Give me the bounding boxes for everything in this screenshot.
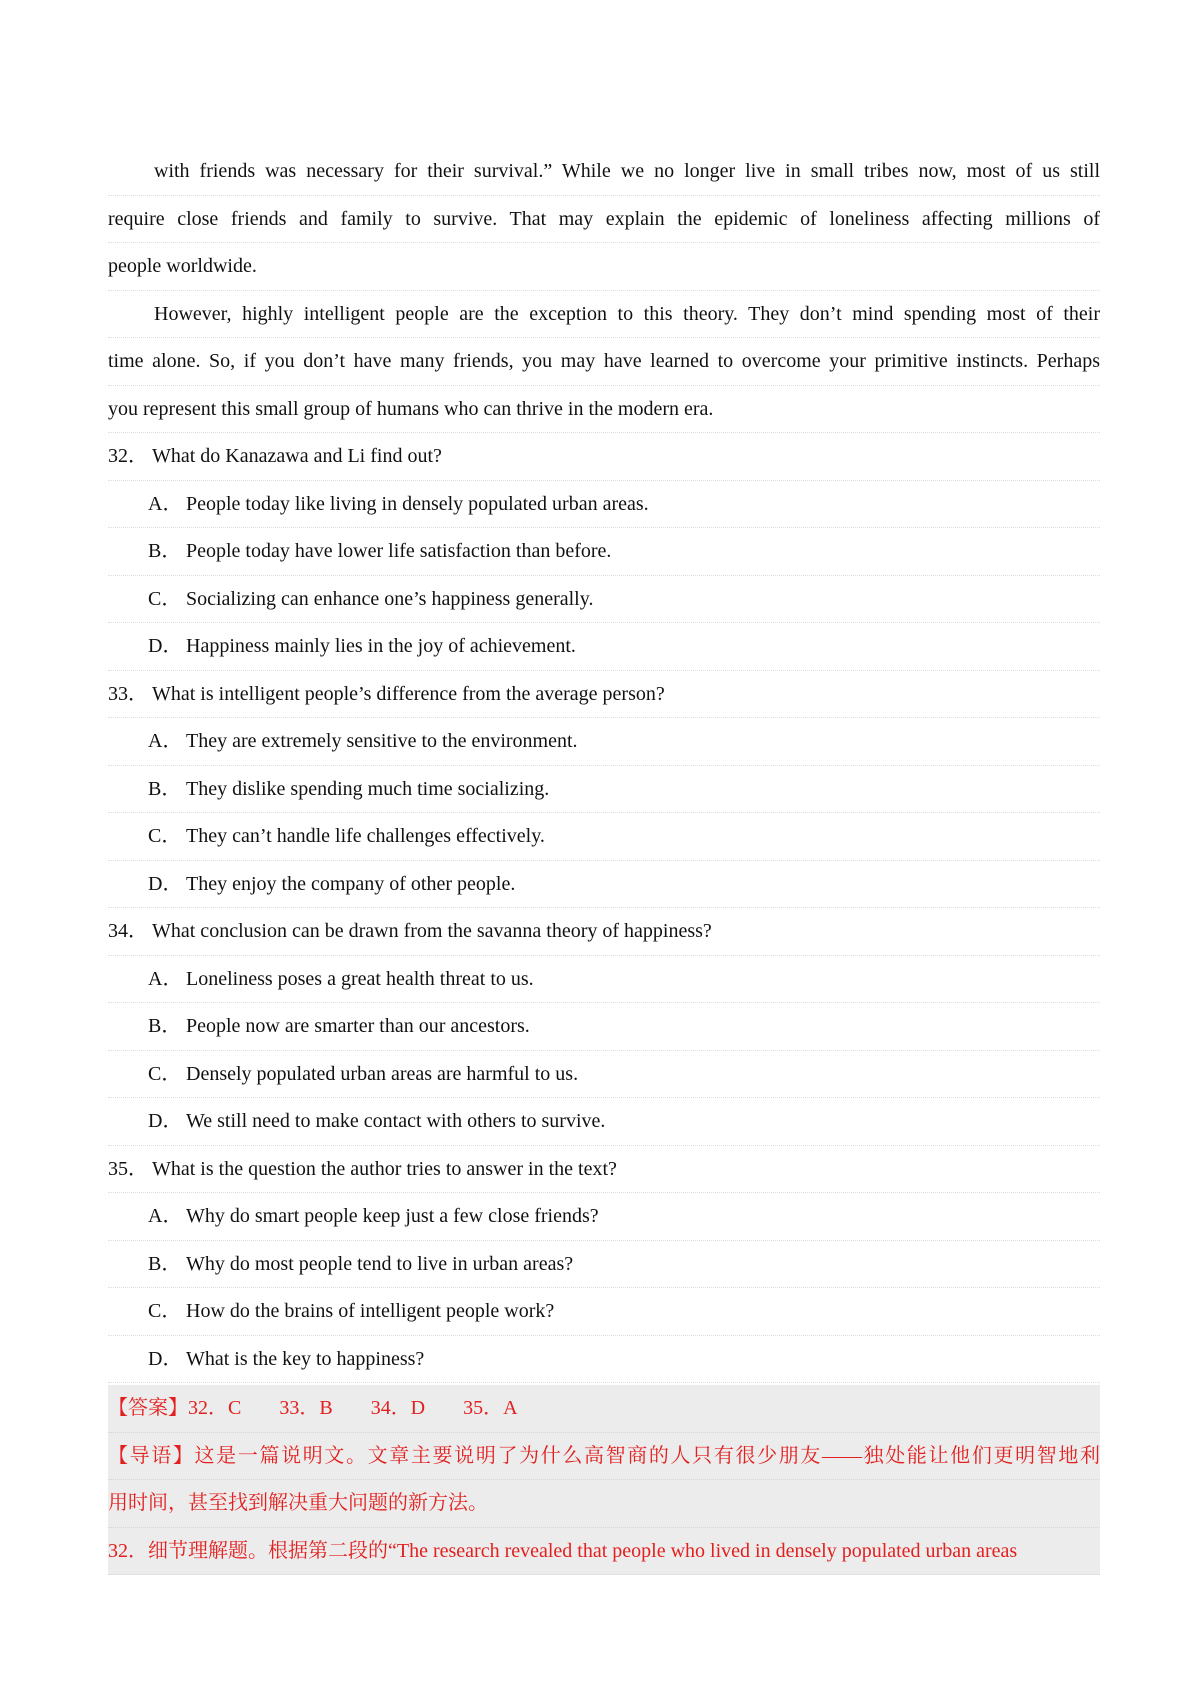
option-d bbox=[108, 623, 1100, 671]
question-text: What is the question the author tries to answer in the text? bbox=[152, 1157, 617, 1180]
option-letter: B． bbox=[148, 540, 182, 562]
question-text: What do Kanazawa and Li find out? bbox=[152, 445, 442, 467]
option-a bbox=[108, 1193, 1100, 1241]
answer-item: 32．C bbox=[188, 1397, 242, 1419]
option-text: People today have lower life satisfaction than before. bbox=[186, 540, 612, 562]
question-34 bbox=[108, 908, 1100, 956]
option-letter: D． bbox=[148, 1347, 183, 1370]
answer-explanation-block bbox=[108, 1385, 1100, 1575]
question-35 bbox=[108, 1146, 1100, 1194]
question-number: 34． bbox=[108, 920, 148, 942]
option-a bbox=[108, 956, 1100, 1004]
passage-line: time alone. So, if you don’t have many friends, you may have learned to overcome your primitive instincts. Perhaps bbox=[108, 338, 1100, 386]
option-letter: D． bbox=[148, 872, 183, 895]
option-c bbox=[108, 813, 1100, 861]
option-letter: C． bbox=[148, 1062, 182, 1085]
option-letter: C． bbox=[148, 1300, 182, 1322]
question-32 bbox=[108, 433, 1100, 481]
option-text: People now are smarter than our ancestors. bbox=[186, 1015, 530, 1037]
question-number: 32． bbox=[108, 445, 148, 467]
question-number: 33． bbox=[108, 682, 148, 705]
guide-label: 【导语】 bbox=[108, 1444, 195, 1467]
passage-line: people worldwide. bbox=[108, 243, 1100, 291]
option-d bbox=[108, 861, 1100, 909]
option-letter: A． bbox=[148, 730, 183, 752]
option-text: They dislike spending much time socializing. bbox=[186, 777, 550, 800]
answer-item: 35．A bbox=[463, 1397, 518, 1419]
option-letter: B． bbox=[148, 1015, 182, 1037]
passage-line: require close friends and family to survive. That may explain the epidemic of loneliness affecting millions of bbox=[108, 196, 1100, 244]
option-d bbox=[108, 1336, 1100, 1384]
option-a bbox=[108, 718, 1100, 766]
answer-line bbox=[108, 1385, 1100, 1433]
option-text: They can’t handle life challenges effectively. bbox=[186, 825, 545, 847]
option-text: People today like living in densely populated urban areas. bbox=[186, 492, 649, 515]
answer-item: 34．D bbox=[370, 1397, 426, 1419]
option-letter: B． bbox=[148, 777, 182, 800]
option-letter: A． bbox=[148, 967, 183, 990]
question-text: What is intelligent people’s difference from the average person? bbox=[152, 682, 665, 705]
option-text: Densely populated urban areas are harmful to us. bbox=[186, 1062, 579, 1085]
option-d bbox=[108, 1098, 1100, 1146]
option-letter: A． bbox=[148, 1205, 183, 1227]
option-text: How do the brains of intelligent people work? bbox=[186, 1300, 555, 1322]
option-text: They are extremely sensitive to the environment. bbox=[186, 730, 578, 752]
passage-line: However, highly intelligent people are the exception to this theory. They don’t mind spending most of their bbox=[108, 291, 1100, 339]
option-letter: A． bbox=[148, 492, 183, 515]
option-letter: B． bbox=[148, 1252, 182, 1275]
option-text: Socializing can enhance one’s happiness generally. bbox=[186, 587, 594, 610]
option-text: Why do smart people keep just a few close friends? bbox=[186, 1205, 599, 1227]
guide-text: 这是一篇说明文。文章主要说明了为什么高智商的人只有很少朋友——独处能让他们更明智地利 bbox=[194, 1444, 1100, 1467]
question-33 bbox=[108, 671, 1100, 719]
option-b bbox=[108, 1003, 1100, 1051]
option-letter: C． bbox=[148, 587, 182, 610]
guide-line: 用时间，甚至找到解决重大问题的新方法。 bbox=[108, 1480, 1100, 1528]
answer-item: 33．B bbox=[279, 1397, 333, 1419]
question-number: 35． bbox=[108, 1157, 148, 1180]
option-letter: C． bbox=[148, 825, 182, 847]
option-text: We still need to make contact with others to survive. bbox=[186, 1110, 606, 1132]
content-column bbox=[108, 148, 1100, 1575]
option-text: They enjoy the company of other people. bbox=[186, 872, 516, 895]
option-b bbox=[108, 766, 1100, 814]
option-c bbox=[108, 576, 1100, 624]
explanation-line: 32．细节理解题。根据第二段的“The research revealed that people who lived in densely populated urban areas bbox=[108, 1528, 1100, 1576]
option-b bbox=[108, 1241, 1100, 1289]
answer-label: 【答案】 bbox=[108, 1397, 188, 1419]
option-b bbox=[108, 528, 1100, 576]
option-a bbox=[108, 481, 1100, 529]
guide-line bbox=[108, 1433, 1100, 1481]
question-text: What conclusion can be drawn from the savanna theory of happiness? bbox=[152, 920, 712, 942]
option-text: What is the key to happiness? bbox=[186, 1347, 425, 1370]
option-text: Loneliness poses a great health threat to us. bbox=[186, 967, 534, 990]
option-c bbox=[108, 1288, 1100, 1336]
option-c bbox=[108, 1051, 1100, 1099]
passage-line: with friends was necessary for their survival.” While we no longer live in small tribes now, most of us still bbox=[108, 148, 1100, 196]
option-letter: D． bbox=[148, 1110, 183, 1132]
passage-line: you represent this small group of humans who can thrive in the modern era. bbox=[108, 386, 1100, 434]
option-letter: D． bbox=[148, 635, 183, 657]
option-text: Happiness mainly lies in the joy of achievement. bbox=[186, 635, 576, 657]
option-text: Why do most people tend to live in urban areas? bbox=[186, 1252, 574, 1275]
